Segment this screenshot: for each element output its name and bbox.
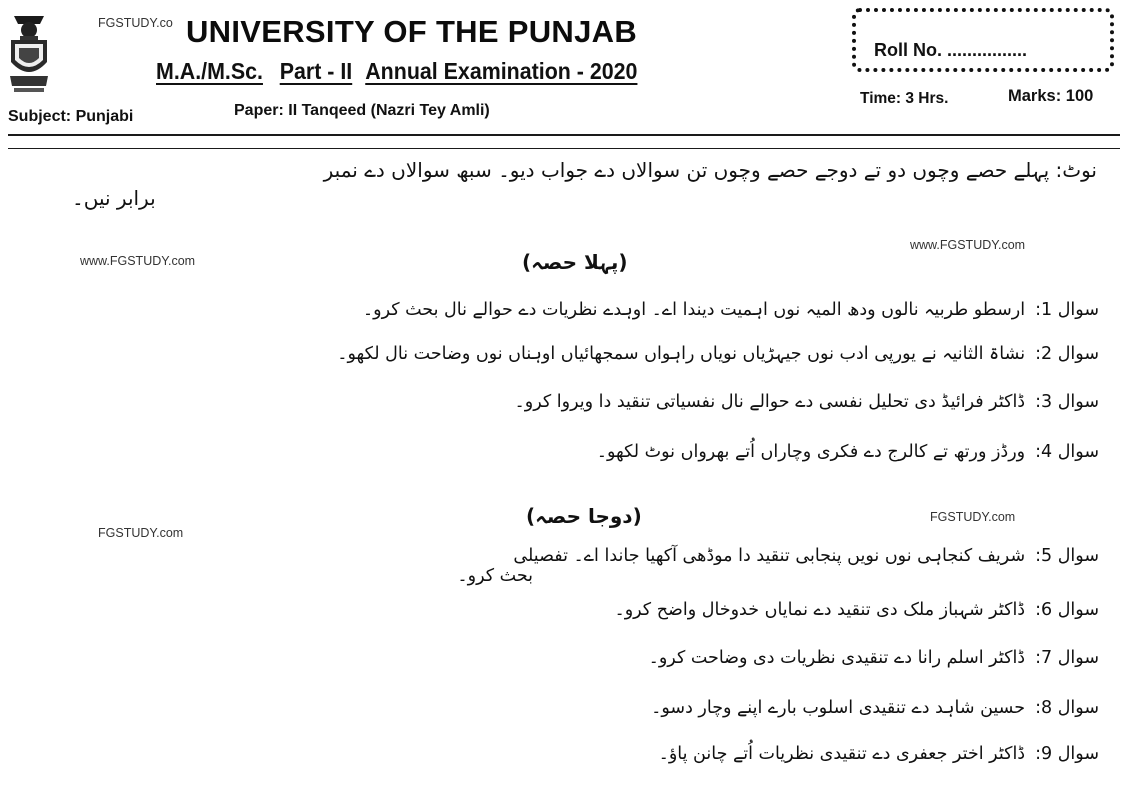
question-4: سوال 4: ورڈز ورتھ تے کالرج دے فکری وچاراں اُتے بھرواں نوٹ لکھو۔ [596,442,1099,462]
watermark-right-lower: FGSTUDY.com [930,510,1016,524]
watermark-left-upper: www.FGSTUDY.com [80,254,196,268]
university-crest-logo [6,10,52,96]
roll-number-field: Roll No. ................ [874,40,1028,60]
question-6: سوال 6: ڈاکٹر شہباز ملک دی تنقید دے نمایاں خدوخال واضح کرو۔ [614,600,1099,620]
instructions-note: نوٹ: پہلے حصے وچوں دو تے دوجے حصے وچوں تن سوالاں دے جواب دیو۔ سبھ سوالاں دے نمبر [323,158,1097,182]
exam-label: Annual Examination - 2020 [365,58,638,84]
section-part-two-heading: (دوجا حصہ) [526,504,642,528]
watermark-top: FGSTUDY.co [98,16,173,30]
question-3: سوال 3: ڈاکٹر فرائیڈ دی تحلیل نفسی دے حوالے نال نفسیاتی تنقید دا ویروا کرو۔ [514,392,1099,412]
instructions-note-cont: برابر نیں۔ [72,186,156,210]
paper-title: Paper: II Tanqeed (Nazri Tey Amli) [234,102,490,119]
total-marks: Marks: 100 [1008,87,1094,105]
time-allowed: Time: 3 Hrs. [860,90,949,107]
part-label: Part - II [279,58,353,84]
exam-line [156,58,637,85]
question-8: سوال 8: حسین شاہد دے تنقیدی اسلوب بارے اپنے وچار دسو۔ [651,698,1099,718]
degree-label: M.A./M.Sc. [156,58,263,84]
question-5-cont: بحث کرو۔ [457,566,533,586]
header-divider [8,134,1120,136]
question-5: سوال 5: شریف کنجاہی نوں نویں پنجابی تنقید دا موڈھی آکھیا جاندا اے۔ تفصیلی [513,546,1099,566]
question-1: سوال 1: ارسطو طربیہ نالوں ودھ المیہ نوں اہمیت دیندا اے۔ اوہدے نظریات دے حوالے نال بحث کرو۔ [362,300,1099,320]
university-title: UNIVERSITY OF THE PUNJAB [186,14,638,49]
subject-value: Punjabi [75,108,134,125]
subject-label: Subject: [8,108,72,125]
watermark-right-upper: www.FGSTUDY.com [910,238,1026,252]
question-7: سوال 7: ڈاکٹر اسلم رانا دے تنقیدی نظریات دی وضاحت کرو۔ [648,648,1099,668]
subject-line [8,108,133,126]
question-9: سوال 9: ڈاکٹر اختر جعفری دے تنقیدی نظریات اُتے چانن پاؤ۔ [658,744,1099,764]
question-2: سوال 2: نشاۃ الثانیہ نے یورپی ادب نوں جیہڑیاں نویاں راہواں سمجھائیاں اوہناں نوں وضاحت نال لکھو۔ [337,344,1099,364]
watermark-left-lower: FGSTUDY.com [98,526,184,540]
header-divider-2 [8,148,1120,149]
section-part-one-heading: (پہلا حصہ) [522,250,628,274]
